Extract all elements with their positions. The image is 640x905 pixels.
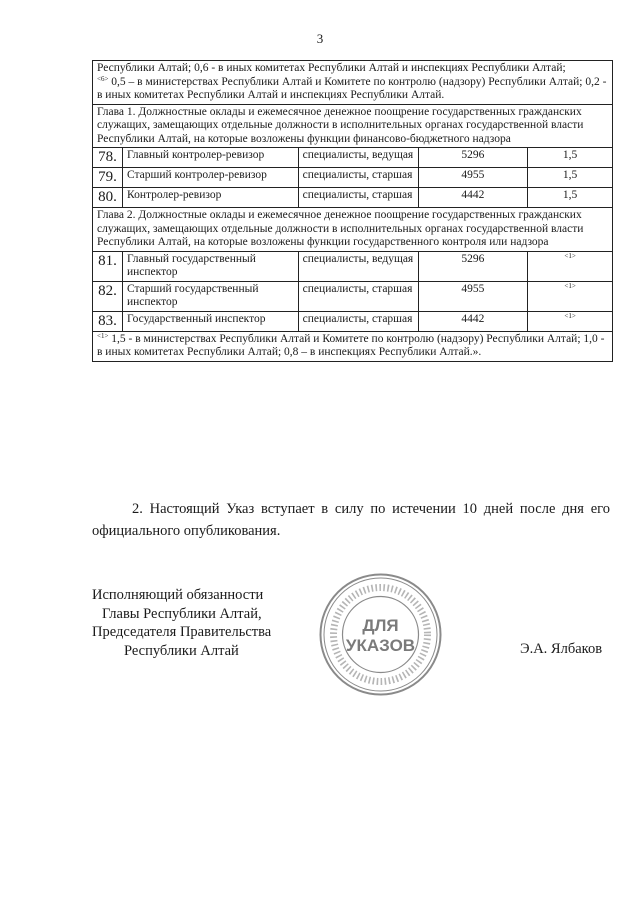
signatory-line: Председателя Правительства bbox=[92, 624, 272, 640]
position-category: специалисты, старшая bbox=[298, 168, 418, 188]
salary-value: 5296 bbox=[418, 148, 528, 168]
position-name: Старший государственный инспектор bbox=[122, 281, 298, 311]
stamp-text-bottom: УКАЗОВ bbox=[345, 636, 416, 655]
position-name: Главный контролер-ревизор bbox=[122, 148, 298, 168]
row-number: 78. bbox=[93, 148, 123, 168]
salary-table bbox=[92, 60, 613, 362]
salary-value: 4955 bbox=[418, 281, 528, 311]
signer-name: Э.А. Ялбаков bbox=[520, 641, 603, 657]
footnote-marker-6: <6> bbox=[97, 74, 109, 83]
salary-value: 5296 bbox=[418, 251, 528, 281]
table-row bbox=[93, 148, 613, 168]
page-number: 3 bbox=[316, 31, 324, 46]
position-name: Главный государственный инспектор bbox=[122, 251, 298, 281]
table-row bbox=[93, 281, 613, 311]
table-row bbox=[93, 251, 613, 281]
stamp-seal bbox=[318, 572, 443, 697]
top-note-line2: 0,5 – в министерствах Республики Алтай и Комитете по контролю (надзору) Республики Алтай; 0,2 - в иных комитетах Республики Алтай и инспекциях Республики Алтай. bbox=[97, 75, 607, 101]
row-number: 82. bbox=[93, 281, 123, 311]
position-category: специалисты, старшая bbox=[298, 281, 418, 311]
coefficient-marker: <1> bbox=[564, 281, 576, 290]
footnote-row bbox=[93, 331, 613, 361]
table-row bbox=[93, 168, 613, 188]
footnote-text: 1,5 - в министерствах Республики Алтай и Комитете по контролю (надзору) Республики Алтай; 1,0 - в иных комитетах Республики Алтай; 0,8 – в инспекциях Республики Алтай.». bbox=[97, 332, 605, 358]
position-category: специалисты, ведущая bbox=[298, 251, 418, 281]
position-category: специалисты, ведущая bbox=[298, 148, 418, 168]
chapter1-heading-row bbox=[93, 104, 613, 148]
chapter2-heading: Глава 2. Должностные оклады и ежемесячное денежное поощрение государственных гражданских служащих, замещающих отдельные должности в исполнительных органах государственной власти Республики Алтай, на которые возложены функции государственного контроля или надзора bbox=[93, 208, 613, 252]
stamp-text-top: ДЛЯ bbox=[362, 616, 399, 635]
row-number: 81. bbox=[93, 251, 123, 281]
salary-value: 4442 bbox=[418, 188, 528, 208]
table-row bbox=[93, 311, 613, 331]
signatory-line: Главы Республики Алтай, bbox=[102, 605, 262, 622]
position-category: специалисты, старшая bbox=[298, 188, 418, 208]
row-number: 83. bbox=[93, 311, 123, 331]
position-name: Старший контролер-ревизор bbox=[122, 168, 298, 188]
chapter2-heading-row bbox=[93, 208, 613, 252]
position-category: специалисты, старшая bbox=[298, 311, 418, 331]
coefficient-marker: <1> bbox=[564, 311, 576, 320]
coefficient-value: 1,5 bbox=[528, 188, 613, 208]
position-name: Государственный инспектор bbox=[122, 311, 298, 331]
signatory-line: Исполняющий обязанности bbox=[92, 587, 264, 603]
footnote-marker-1: <1> bbox=[97, 331, 109, 340]
coefficient-value: 1,5 bbox=[528, 168, 613, 188]
chapter1-heading: Глава 1. Должностные оклады и ежемесячное денежное поощрение государственных гражданских служащих, замещающих отдельные должности в исполнительных органах государственной власти Республики Алтай, на которые возложены функции финансово-бюджетного надзора bbox=[93, 104, 613, 148]
row-number: 79. bbox=[93, 168, 123, 188]
signatory-line: Республики Алтай bbox=[124, 642, 239, 659]
position-name: Контролер-ревизор bbox=[122, 188, 298, 208]
salary-value: 4955 bbox=[418, 168, 528, 188]
row-number: 80. bbox=[93, 188, 123, 208]
top-note-row bbox=[93, 61, 613, 105]
coefficient-marker: <1> bbox=[564, 251, 576, 260]
signatory-block bbox=[92, 586, 271, 660]
footnote-cell bbox=[93, 331, 613, 361]
table-row bbox=[93, 188, 613, 208]
coefficient-value: 1,5 bbox=[528, 148, 613, 168]
effective-date-paragraph: 2. Настоящий Указ вступает в силу по истечении 10 дней после дня его официального опубликования. bbox=[92, 501, 610, 539]
top-note-cell bbox=[93, 61, 613, 105]
salary-value: 4442 bbox=[418, 311, 528, 331]
top-note-line1: Республики Алтай; 0,6 - в иных комитетах Республики Алтай и инспекциях Республики Алтай; bbox=[97, 62, 566, 74]
